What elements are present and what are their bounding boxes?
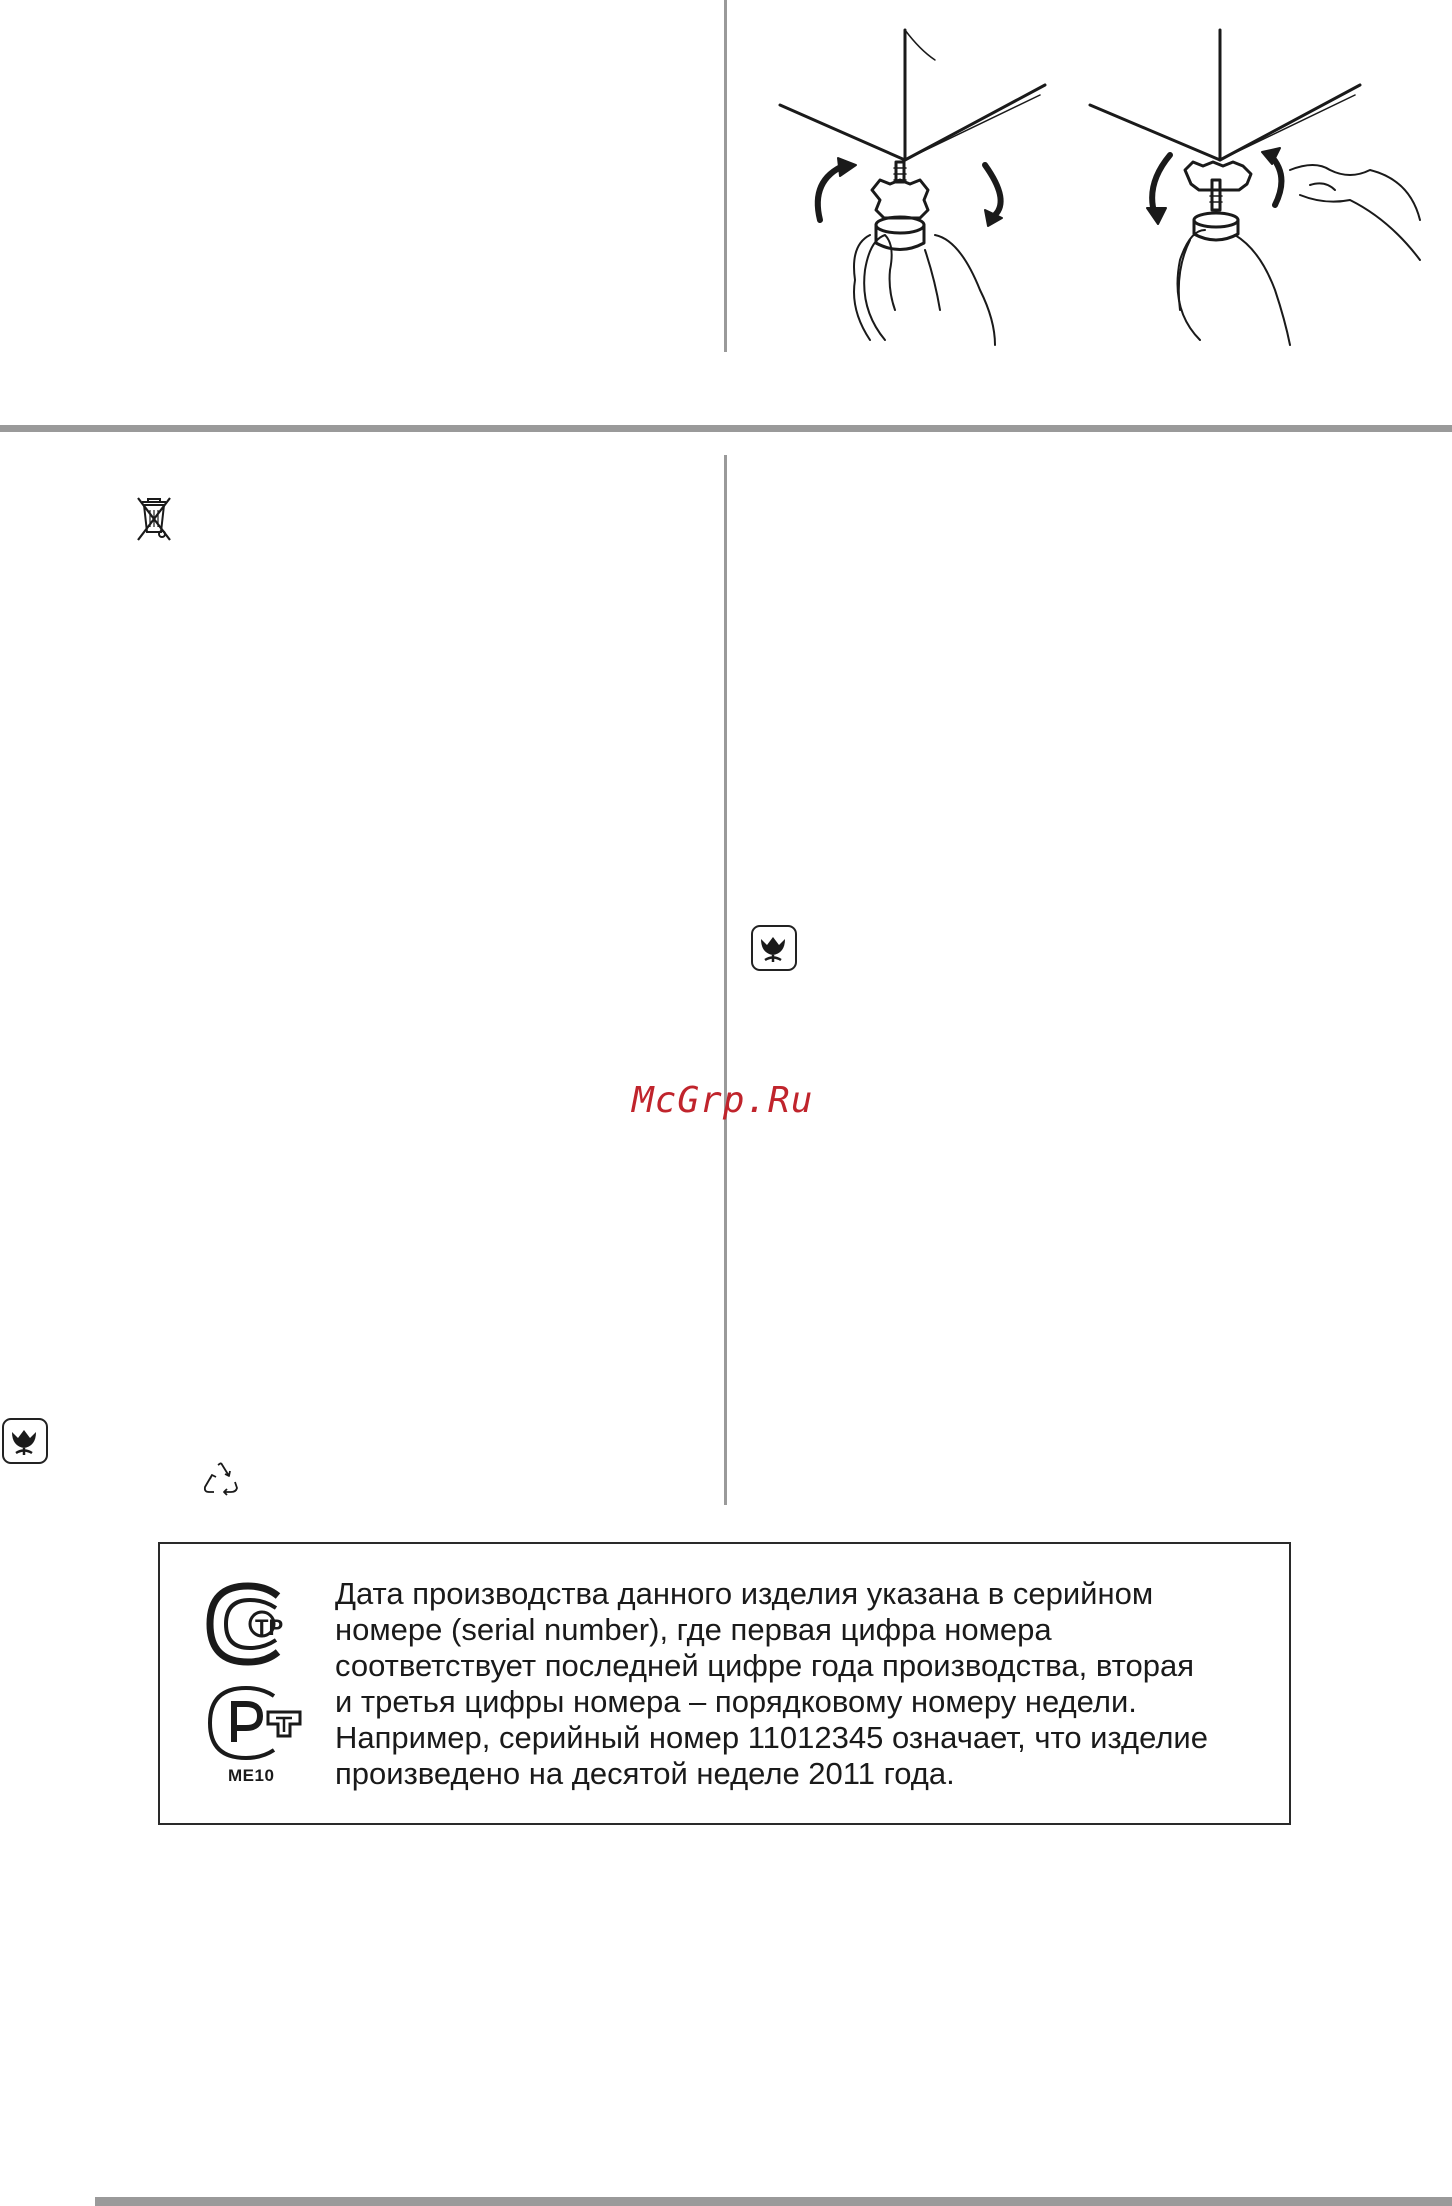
info-line: произведено на десятой неделе 2011 года. xyxy=(335,1756,955,1791)
cert-label: МЕ10 xyxy=(228,1766,275,1785)
production-date-text xyxy=(335,1576,1265,1792)
eco-tulip-icon-left xyxy=(2,1418,48,1464)
section-rule xyxy=(0,425,1452,432)
cert-mark-1-text: ТР xyxy=(255,1615,284,1640)
certification-mark-tr-icon xyxy=(204,1582,308,1666)
info-line: Дата производства данного изделия указана в серийном xyxy=(335,1576,1154,1611)
info-line: соответствует последней цифре года производства, вторая xyxy=(335,1648,1195,1683)
production-date-info-box xyxy=(158,1542,1291,1825)
adjustable-foot-illustration xyxy=(770,20,1430,350)
weee-bin-icon xyxy=(134,496,174,542)
watermark: McGrp.Ru xyxy=(632,1080,814,1121)
bottom-rule xyxy=(95,2197,1452,2206)
info-line: номере (serial number), где первая цифра номера xyxy=(335,1612,1052,1647)
info-line: и третья цифры номера – порядковому номеру недели. xyxy=(335,1684,1137,1719)
eco-tulip-icon xyxy=(751,925,797,971)
top-column-divider xyxy=(724,0,727,352)
recycle-icon xyxy=(202,1460,240,1496)
info-line: Например, серийный номер 11012345 означает, что изделие xyxy=(335,1720,1208,1755)
middle-column-divider xyxy=(724,455,727,1505)
certification-mark-rst-icon xyxy=(204,1684,308,1762)
